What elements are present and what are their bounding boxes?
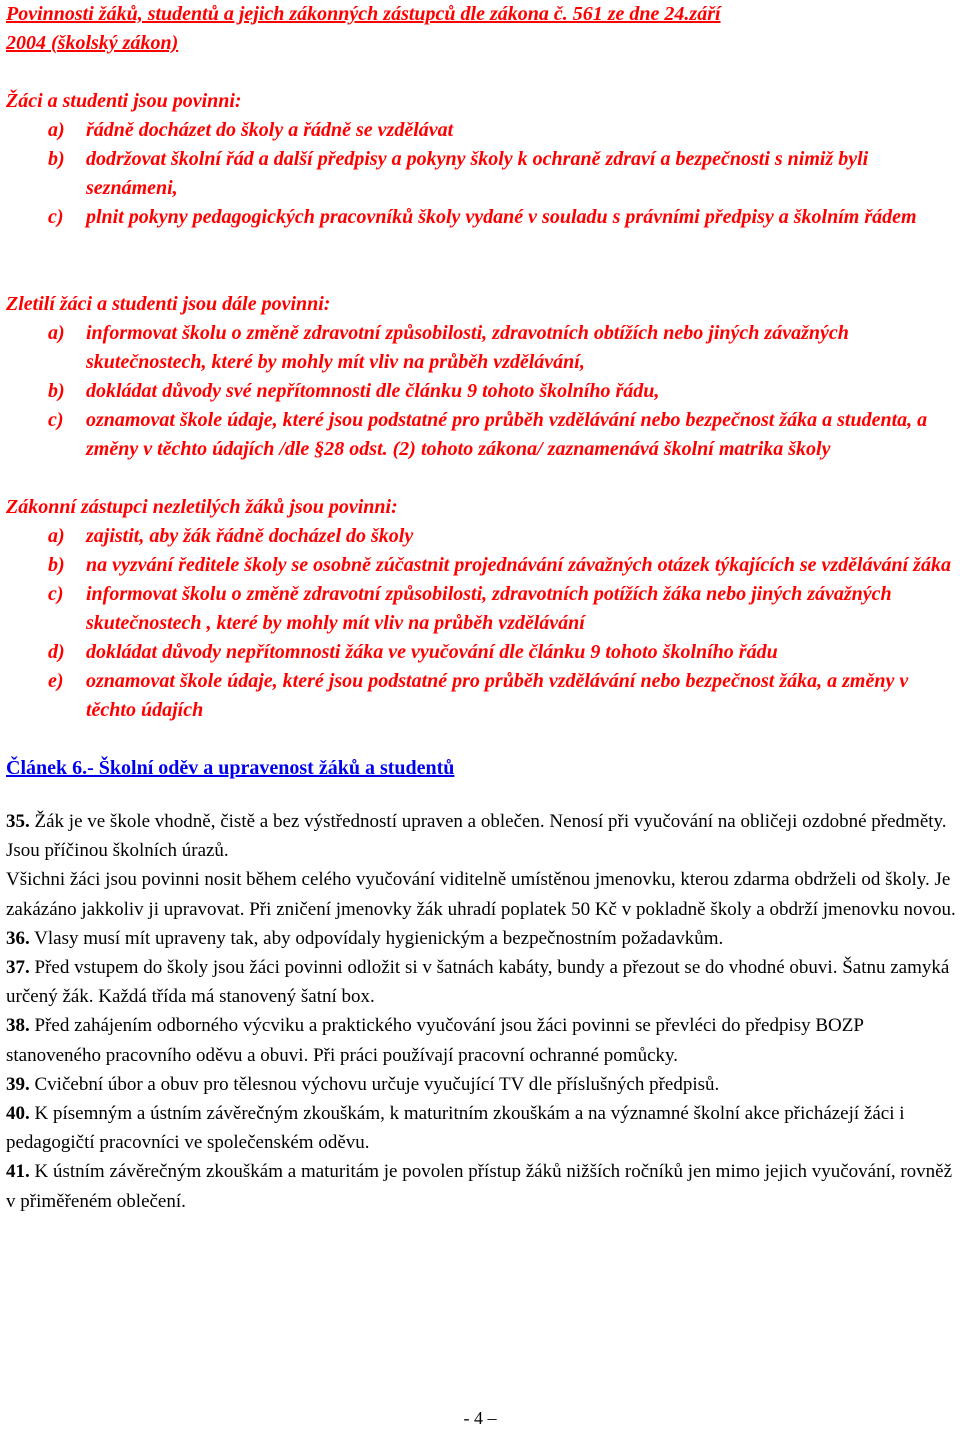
article-body bbox=[6, 807, 956, 1216]
list-item: b) dokládat důvody své nepřítomnosti dle článku 9 tohoto školního řádu, bbox=[48, 380, 660, 402]
section-adult-list bbox=[6, 319, 956, 464]
paragraph: Všichni žáci jsou povinni nosit během celého vyučování viditelně umístěnou jmenovku, kterou zdarma obdrželi od školy. Je zakázáno jakkoliv ji upravovat. Při zničení jmenovky žák uhradí poplatek 50 Kč v pokladně školy a obdrží jmenovku novou. bbox=[6, 869, 956, 920]
list-item: a) informovat školu o změně zdravotní způsobilosti, zdravotních obtížích nebo jiných závažných skutečnostech, které by mohly mít vliv na průběh vzdělávání, bbox=[48, 322, 849, 373]
title-line-1: Povinnosti žáků, studentů a jejich zákonných zástupců dle zákona č. 561 ze dne 24.září bbox=[6, 3, 721, 25]
title-line-2: 2004 (školský zákon) bbox=[6, 32, 179, 54]
list-item: a) řádně docházet do školy a řádně se vzdělávat bbox=[48, 119, 454, 141]
article-heading bbox=[6, 754, 956, 783]
paragraph: 38. Před zahájením odborného výcviku a praktického vyučování jsou žáci povinni se převléci do předpisy BOZP stanoveného pracovního oděvu a obuvi. Při práci používají pracovní ochranné pomůcky. bbox=[6, 1015, 864, 1066]
list-item: c) informovat školu o změně zdravotní způsobilosti, zdravotních potížích žáka nebo jiných závažných skutečnostech , které by mohly mít vliv na průběh vzdělávání bbox=[48, 583, 892, 634]
section-students-heading: Žáci a studenti jsou povinni: bbox=[6, 90, 242, 112]
document-page bbox=[6, 0, 956, 1216]
paragraph: 36. Vlasy musí mít upraveny tak, aby odpovídaly hygienickým a bezpečnostním požadavkům. bbox=[6, 927, 724, 949]
paragraph: 37. Před vstupem do školy jsou žáci povinni odložit si v šatnách kabáty, bundy a přezout se do vhodné obuvi. Šatnu zamyká určený žák. Každá třída má stanovený šatní box. bbox=[6, 957, 950, 1008]
list-item: a) zajistit, aby žák řádně docházel do školy bbox=[48, 525, 414, 547]
section-guardians-heading: Zákonní zástupci nezletilých žáků jsou povinni: bbox=[6, 496, 398, 518]
section-guardians-list bbox=[6, 522, 956, 725]
list-item: c) oznamovat škole údaje, které jsou podstatné pro průběh vzdělávání nebo bezpečnost žáka a studenta, a změny v těchto údajích /dle §28 odst. (2) tohoto zákona/ zaznamenává školní matrika školy bbox=[48, 409, 928, 460]
section-guardians bbox=[6, 493, 956, 725]
paragraph: 40. K písemným a ústním závěrečným zkouškám, k maturitním zkouškám a na významné školní akce přicházejí žáci i pedagogičtí pracovníci ve společenském oděvu. bbox=[6, 1103, 905, 1154]
section-students-list bbox=[6, 116, 956, 232]
page-title bbox=[6, 0, 956, 58]
section-adult-heading: Zletilí žáci a studenti jsou dále povinni: bbox=[6, 293, 331, 315]
section-adult-students bbox=[6, 290, 956, 464]
list-item: c) plnit pokyny pedagogických pracovníků školy vydané v souladu s právními předpisy a školním řádem bbox=[48, 206, 917, 228]
page-number: - 4 – bbox=[463, 1408, 497, 1428]
paragraph: 39. Cvičební úbor a obuv pro tělesnou výchovu určuje vyučující TV dle příslušných předpisů. bbox=[6, 1073, 720, 1095]
article-link[interactable]: Článek 6.- Školní oděv a upravenost žáků a studentů bbox=[6, 757, 455, 779]
list-item: e) oznamovat škole údaje, které jsou podstatné pro průběh vzdělávání nebo bezpečnost žáka, a změny v těchto údajích bbox=[48, 670, 909, 721]
paragraph: 41. K ústním závěrečným zkouškám a maturitám je povolen přístup žáků nižších ročníků jen mimo jejich vyučování, rovněž v přiměřeném oblečení. bbox=[6, 1161, 953, 1212]
list-item: b) na vyzvání ředitele školy se osobně zúčastnit projednávání závažných otázek týkajících se vzdělávání žáka bbox=[48, 554, 951, 576]
section-students bbox=[6, 87, 956, 232]
list-item: b) dodržovat školní řád a další předpisy a pokyny školy k ochraně zdraví a bezpečnosti s nimiž byli seznámeni, bbox=[48, 148, 869, 199]
list-item: d) dokládat důvody nepřítomnosti žáka ve vyučování dle článku 9 tohoto školního řádu bbox=[48, 641, 778, 663]
paragraph: 35. Žák je ve škole vhodně, čistě a bez výstředností upraven a oblečen. Nenosí při vyučování na obličeji ozdobné předměty. Jsou příčinou školních úrazů. bbox=[6, 811, 947, 862]
